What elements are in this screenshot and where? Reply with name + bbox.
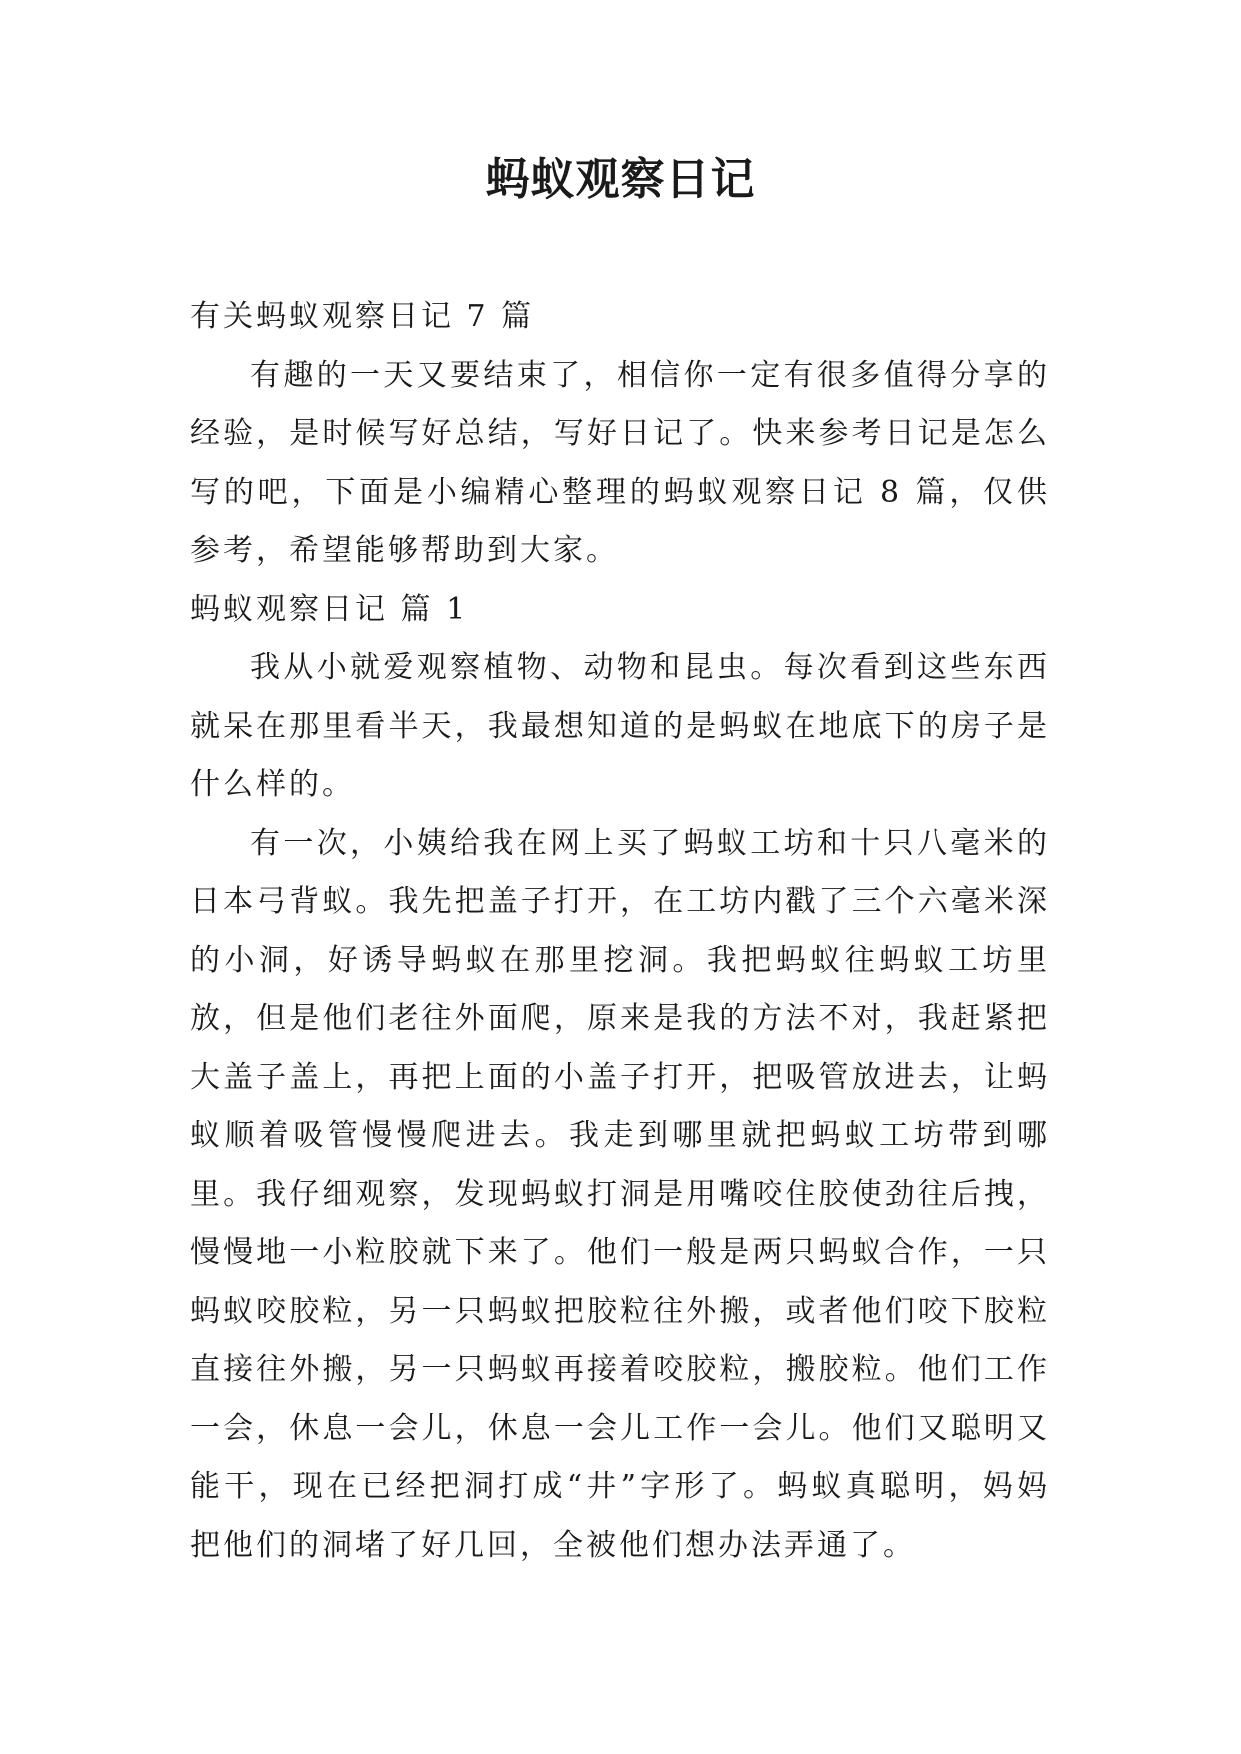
section-heading: 有关蚂蚁观察日记 7 篇 [190, 299, 535, 334]
body-paragraph: 有一次，小姨给我在网上买了蚂蚁工坊和十只八毫米的日本弓背蚁。我先把盖子打开，在工坊内戳了三个六毫米深的小洞，好诱导蚂蚁在那里挖洞。我把蚂蚁往蚂蚁工坊里放，但是他们老往外面爬，原来是我的方法不对，我赶紧把大盖子盖上，再把上面的小盖子打开，把吸管放进去，让蚂蚁顺着吸管慢慢爬进去。我走到哪里就把蚂蚁工坊带到哪里。我仔细观察，发现蚂蚁打洞是用嘴咬住胶使劲往后拽，慢慢地一小粒胶就下来了。他们一般是两只蚂蚁合作，一只蚂蚁咬胶粒，另一只蚂蚁把胶粒往外搬，或者他们咬下胶粒直接往外搬，另一只蚂蚁再接着咬胶粒，搬胶粒。他们工作一会，休息一会儿，休息一会儿工作一会儿。他们又聪明又能干，现在已经把洞打成“井”字形了。蚂蚁真聪明，妈妈把他们的洞堵了好几回，全被他们想办法弄通了。 [190, 825, 1050, 1563]
intro-paragraph: 有趣的一天又要结束了，相信你一定有很多值得分享的经验，是时候写好总结，写好日记了。快来参考日记是怎么写的吧，下面是小编精心整理的蚂蚁观察日记 8 篇，仅供参考，希望能够帮助到大家。 [190, 357, 1050, 568]
document-body [190, 288, 1050, 1575]
document-title: 蚂蚁观察日记 [485, 154, 756, 205]
section-heading: 蚂蚁观察日记 篇 1 [190, 591, 469, 627]
body-paragraph: 我从小就爱观察植物、动物和昆虫。每次看到这些东西就呆在那里看半天，我最想知道的是蚂蚁在地底下的房子是什么样的。 [190, 650, 1050, 802]
